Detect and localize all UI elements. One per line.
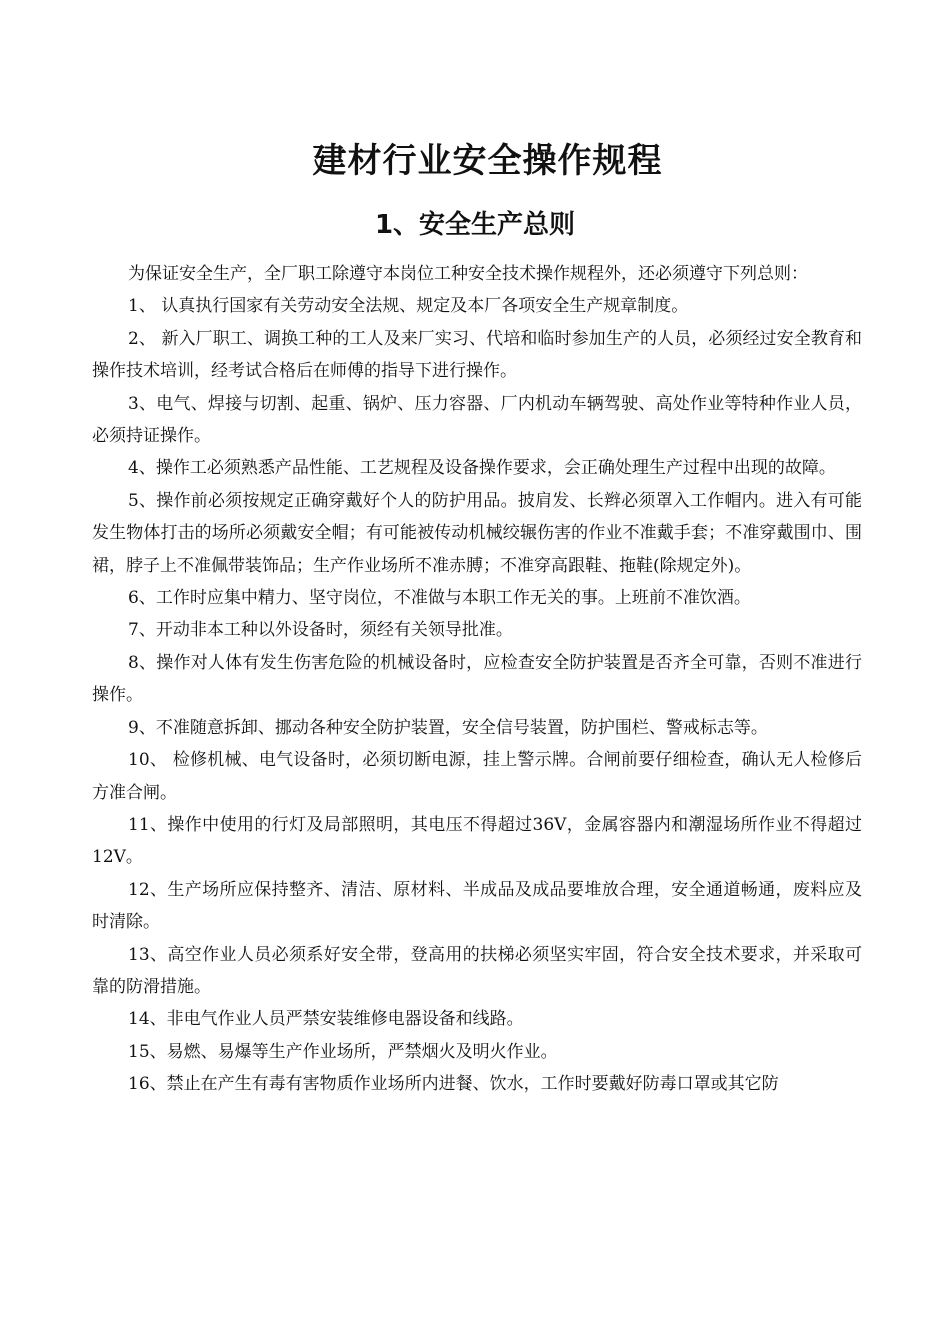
rule-item: 3、电气、焊接与切割、起重、锅炉、压力容器、厂内机动车辆驾驶、高处作业等特种作业人员，必须持证操作。 xyxy=(92,393,862,447)
rule-item: 8、操作对人体有发生伤害危险的机械设备时，应检查安全防护装置是否齐全可靠，否则不准进行操作。 xyxy=(92,652,862,706)
rule-item: 6、工作时应集中精力、坚守岗位，不准做与本职工作无关的事。上班前不准饮酒。 xyxy=(128,588,751,609)
section-title: 1、安全生产总则 xyxy=(374,210,576,240)
rule-item: 15、易燃、易爆等生产作业场所，严禁烟火及明火作业。 xyxy=(128,1041,558,1062)
intro-paragraph: 为保证安全生产，全厂职工除遵守本岗位工种安全技术操作规程外，还必须遵守下列总则： xyxy=(128,264,808,284)
rule-item: 11、操作中使用的行灯及局部照明，其电压不得超过36V，金属容器内和潮湿场所作业不得超过12V。 xyxy=(92,814,862,868)
document-title: 建材行业安全操作规程 xyxy=(312,141,663,181)
rule-item: 4、操作工必须熟悉产品性能、工艺规程及设备操作要求，会正确处理生产过程中出现的故障。 xyxy=(128,458,836,479)
rule-item: 5、操作前必须按规定正确穿戴好个人的防护用品。披肩发、长辫必须罩入工作帽内。进入有可能发生物体打击的场所必须戴安全帽；有可能被传动机械绞辗伤害的作业不准戴手套；不准穿戴围巾、围裙，脖子上不准佩带装饰品；生产作业场所不准赤膊；不准穿高跟鞋、拖鞋(除规定外)。 xyxy=(92,490,862,576)
rule-item: 2、 新入厂职工、调换工种的工人及来厂实习、代培和临时参加生产的人员，必须经过安全教育和操作技术培训，经考试合格后在师傅的指导下进行操作。 xyxy=(92,328,862,382)
body-text xyxy=(92,258,862,1101)
rule-item: 13、高空作业人员必须系好安全带，登高用的扶梯必须坚实牢固，符合安全技术要求，并采取可靠的防滑措施。 xyxy=(92,944,862,997)
rule-item: 9、不准随意拆卸、挪动各种安全防护装置，安全信号装置，防护围栏、警戒标志等。 xyxy=(128,717,768,738)
rule-item: 14、非电气作业人员严禁安装维修电器设备和线路。 xyxy=(128,1009,524,1030)
rule-item: 10、 检修机械、电气设备时，必须切断电源，挂上警示牌。合闸前要仔细检查，确认无人检修后方准合闸。 xyxy=(92,750,862,803)
rule-item: 1、 认真执行国家有关劳动安全法规、规定及本厂各项安全生产规章制度。 xyxy=(128,296,689,317)
rule-item: 12、生产场所应保持整齐、清洁、原材料、半成品及成品要堆放合理，安全通道畅通，废料应及时清除。 xyxy=(92,879,862,933)
rule-item: 16、禁止在产生有毒有害物质作业场所内进餐、饮水，工作时要戴好防毒口罩或其它防 xyxy=(128,1074,779,1095)
rule-item: 7、开动非本工种以外设备时，须经有关领导批准。 xyxy=(128,620,513,641)
